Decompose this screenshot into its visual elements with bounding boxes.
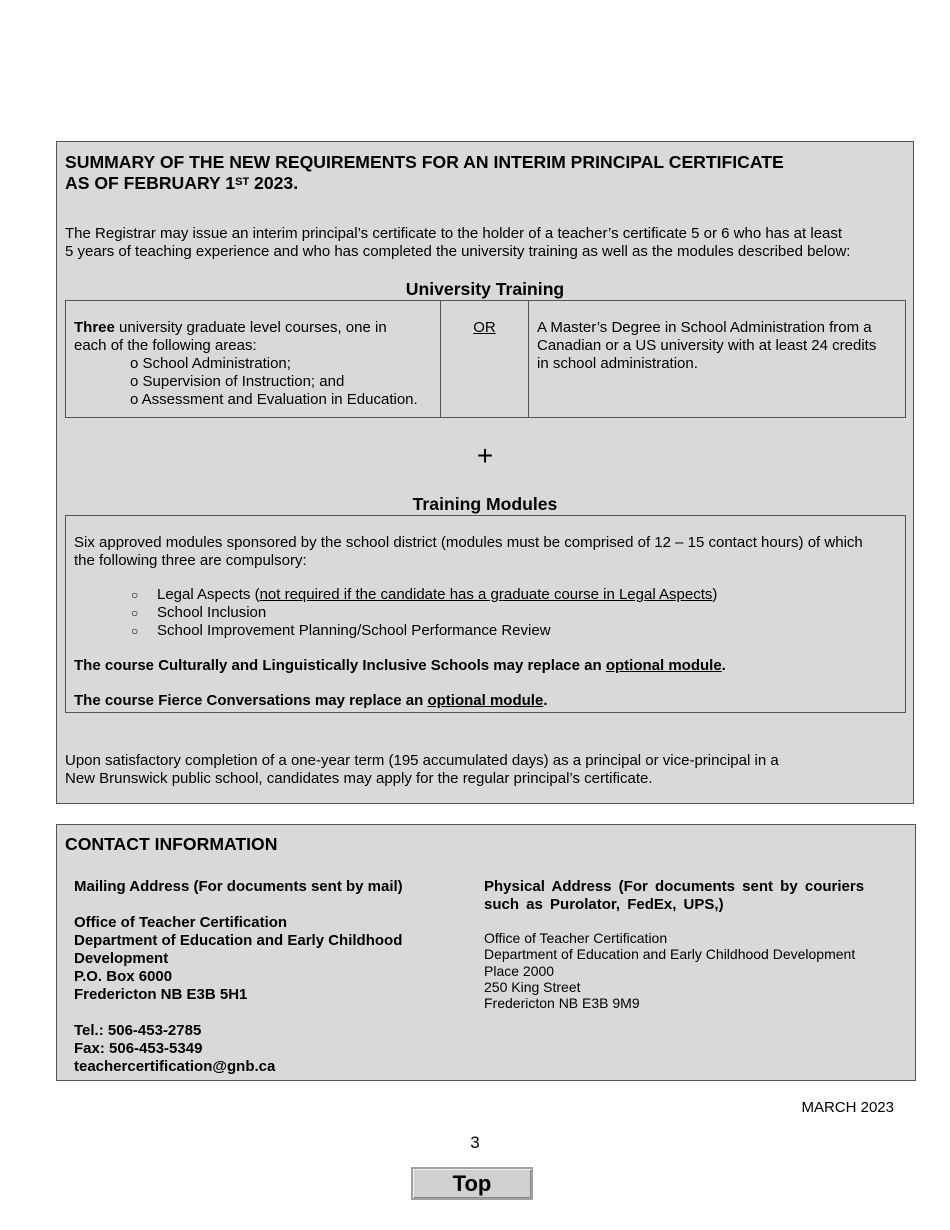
areas-list [74, 355, 432, 409]
page-number: 3 [470, 1133, 480, 1152]
training-modules-box: Six approved modules sponsored by the school district (modules must be comprised of 12 – 15 contact hours) of which the following three are compulsory: ○ Legal Aspects (not required if the candidate has a graduate course in Legal Aspects) ○ School Inclusion ○ School Improvement Planning/School Performance Review The course Culturally and Linguistically Inclusive Schools may replace an optional module. The course Fierce Conversations may replace an optional module. [65, 515, 906, 713]
or-label: OR [441, 301, 529, 417]
training-modules-heading: Training Modules [412, 494, 558, 514]
compulsory-modules-list [74, 586, 897, 640]
contact-heading: CONTACT INFORMATION [65, 834, 278, 854]
fax: Fax: 506-453-5349 [74, 1040, 203, 1057]
summary-title: SUMMARY OF THE NEW REQUIREMENTS FOR AN INTERIM PRINCIPAL CERTIFICATE AS OF FEBRUARY 1ST 2023. [65, 152, 784, 193]
telephone: Tel.: 506-453-2785 [74, 1022, 202, 1039]
list-item: ○ Legal Aspects (not required if the candidate has a graduate course in Legal Aspects) [131, 586, 718, 603]
bullet-icon: ○ [131, 588, 139, 602]
physical-address-header: Physical Address (For documents sent by couriers such as Purolator, FedEx, UPS,) [484, 878, 865, 913]
summary-box [56, 141, 914, 804]
university-training-heading: University Training [405, 279, 565, 299]
fierce-conversations-note: The course Fierce Conversations may replace an optional module. [74, 692, 548, 709]
mailing-address-header: Mailing Address (For documents sent by mail) [74, 878, 403, 895]
mailing-address: Mailing Address (For documents sent by mail) Office of Teacher Certification Department of Education and Early Childhood Development P.O. Box 6000 Fredericton NB E3B 5H1 Tel.: 506-453-2785 Fax: 506-453-5349 teachercertification@gnb.ca [74, 878, 434, 1076]
summary-outro: Upon satisfactory completion of a one-year term (195 accumulated days) as a principal or vice-principal in a New Brunswick public school, candidates may apply for the regular principal’s certificate. [65, 752, 779, 787]
list-item: ○ School Improvement Planning/School Performance Review [131, 622, 551, 639]
courses-option: Three university graduate level courses, one in each of the following areas: o School Administration; o Supervision of Instruction; and o Assessment and Evaluation in Education. [66, 301, 441, 417]
plus-sign: + [476, 440, 494, 471]
contact-box [56, 824, 916, 1081]
list-item: o School Administration; [130, 355, 291, 372]
document-date: MARCH 2023 [801, 1099, 894, 1116]
masters-option: A Master’s Degree in School Administration from a Canadian or a US university with at least 24 credits in school administration. [537, 319, 877, 372]
culturally-inclusive-note: The course Culturally and Linguistically Inclusive Schools may replace an optional module. [74, 657, 726, 674]
bullet-icon: ○ [131, 606, 139, 620]
bullet-icon: ○ [131, 624, 139, 638]
summary-intro: The Registrar may issue an interim principal’s certificate to the holder of a teacher’s certificate 5 or 6 who has at least 5 years of teaching experience and who has completed the university training as well as the modules described below: [65, 225, 851, 260]
list-item: ○ School Inclusion [131, 604, 267, 621]
top-button[interactable]: Top [411, 1167, 533, 1200]
list-item: o Supervision of Instruction; and [130, 373, 345, 390]
physical-address: Physical Address (For documents sent by couriers such as Purolator, FedEx, UPS,) Office of Teacher Certification Department of Education and Early Childhood Development Place 2000 250 King Street Fredericton NB E3B 9M9 [484, 878, 879, 1011]
university-training-table [65, 300, 906, 418]
list-item: o Assessment and Evaluation in Education. [130, 391, 418, 408]
email-address[interactable]: teachercertification@gnb.ca [74, 1058, 276, 1075]
